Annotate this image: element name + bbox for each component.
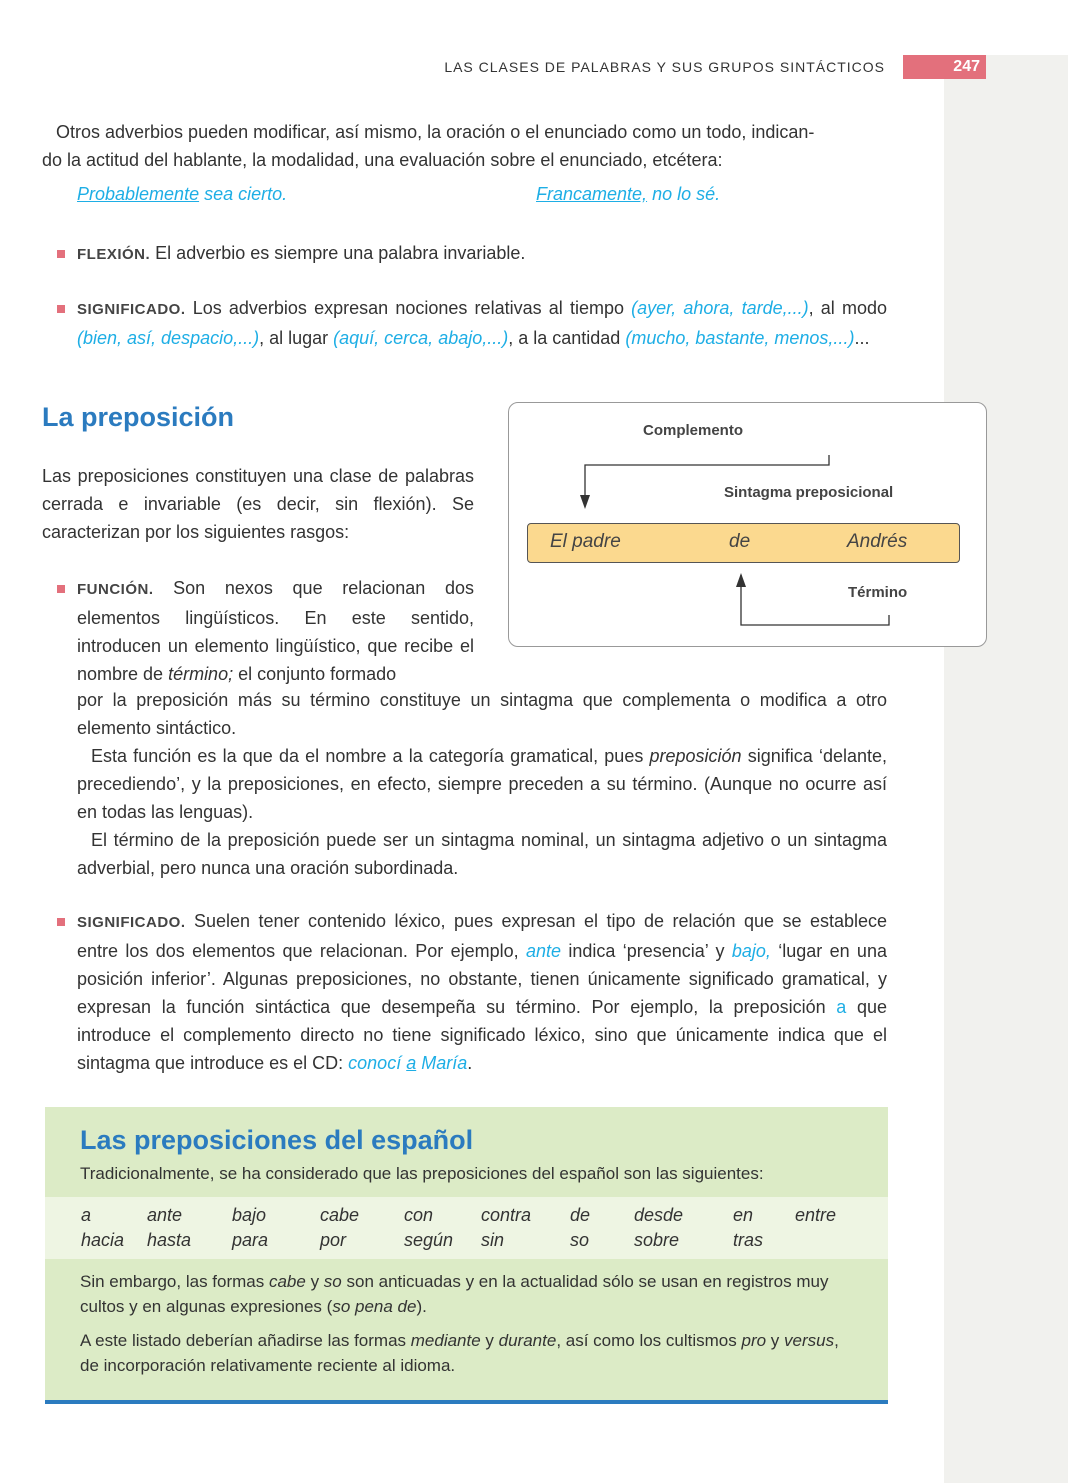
prep-word: ante: [147, 1205, 183, 1225]
flexion-item: FLEXIÓN. El adverbio es siempre una palabra invariable.: [77, 243, 526, 263]
funcion-item: FUNCIÓN. Son nexos que relacionan dos elementos lingüísticos. En este sentido, introducen un elemento lingüístico, que recibe el nombre de término; el conjunto formado: [77, 578, 474, 684]
bullet-square: [57, 305, 65, 313]
prep-word: para: [232, 1230, 269, 1250]
prepositions-list: [45, 1197, 888, 1259]
prep-word: desde: [634, 1205, 684, 1225]
prep-word: so: [570, 1230, 590, 1250]
box-title: Las preposiciones del español: [80, 1125, 474, 1155]
prep-word: tras: [733, 1230, 764, 1250]
prepositions-box: [45, 1107, 888, 1404]
prep-word: entre: [795, 1205, 837, 1225]
prep-word: a: [81, 1205, 92, 1225]
funcion-continuation: por la preposición más su término constituye un sintagma que complementa o modifica a otro elemento sintáctico.: [77, 690, 887, 738]
prep-word: de: [570, 1205, 591, 1225]
example-2-word: Francamente,: [536, 184, 648, 204]
section-title: La preposición: [42, 402, 235, 432]
flexion-keyword: FLEXIÓN.: [77, 246, 151, 263]
syntax-diagram: [508, 402, 987, 647]
page-number: 247: [903, 55, 986, 79]
prep-word: por: [320, 1230, 347, 1250]
box-intro: Tradicionalmente, se ha considerado que las preposiciones del español son las siguientes:: [80, 1164, 764, 1183]
example-1: Probablemente sea cierto.: [77, 184, 288, 204]
prep-word: sobre: [634, 1230, 680, 1250]
bullet-square: [57, 585, 65, 593]
word-andres: Andrés: [847, 531, 908, 552]
side-strip: [944, 55, 1068, 1483]
example-2: Francamente, no lo sé.: [536, 184, 721, 204]
prep-word: sin: [481, 1230, 505, 1250]
sintagma-label: Sintagma preposicional: [724, 484, 894, 501]
prep-word: contra: [481, 1205, 532, 1225]
box-note-1: Sin embargo, las formas cabe y so son anticuadas y en la actualidad sólo se usan en registros muy cultos y en algunas expresiones (so pena de).: [80, 1272, 829, 1316]
prep-intro: Las preposiciones constituyen una clase de palabras cerrada e invariable (es decir, sin flexión). Se caracterizan por los siguientes rasgos:: [42, 466, 474, 542]
significado-keyword: SIGNIFICADO.: [77, 914, 186, 931]
prep-word: según: [404, 1230, 454, 1250]
complemento-label: Complemento: [643, 422, 744, 439]
prep-word: hacia: [81, 1230, 125, 1250]
prep-word: bajo: [232, 1205, 267, 1225]
prep-significado-item: SIGNIFICADO. Suelen tener contenido léxico, pues expresan el tipo de relación que se establece entre los dos elementos que relacionan. Por ejemplo, ante indica ‘presencia’ y bajo, ‘lugar en una posición inferior’. Algunas preposiciones, no obstante, tienen únicamente significado gramatical, y expresan la función sintáctica que desempeña su término. Por ejemplo, la preposición a que introduce el complemento directo no tiene significado léxico, sino que únicamente indica que el sintagma que introduce es el CD: conocí a María.: [77, 911, 887, 1073]
prep-word: en: [733, 1205, 754, 1225]
prep-paragraph-2: Esta función es la que da el nombre a la categoría gramatical, pues preposición significa ‘delante, precediendo’, y la preposiciones, en efecto, siempre preceden a su término. (Aunque no ocurre así en todas las lenguas).: [77, 746, 887, 822]
adverb-intro: Otros adverbios pueden modificar, así mismo, la oración o el enunciado como un todo, indican- do la actitud del hablante, la modalidad, una evaluación sobre el enunciado, etcétera:: [42, 122, 815, 170]
word-de: de: [729, 531, 751, 552]
prep-word: con: [404, 1205, 434, 1225]
significado-keyword: SIGNIFICADO.: [77, 301, 186, 318]
prep-paragraph-3: El término de la preposición puede ser un sintagma nominal, un sintagma adjetivo o un sintagma adverbial, pero nunca una oración subordinada.: [77, 830, 887, 878]
word-el-padre: El padre: [550, 531, 621, 552]
bullet-square: [57, 918, 65, 926]
example-bar: [527, 523, 960, 563]
funcion-keyword: FUNCIÓN.: [77, 581, 154, 598]
prep-word: hasta: [147, 1230, 192, 1250]
box-note-2: A este listado deberían añadirse las formas mediante y durante, así como los cultismos pro y versus, de incorporación relativamente reciente al idioma.: [80, 1331, 839, 1375]
running-header: LAS CLASES DE PALABRAS Y SUS GRUPOS SINTÁCTICOS: [444, 59, 885, 75]
prep-word: cabe: [320, 1205, 360, 1225]
example-1-word: Probablemente: [77, 184, 200, 204]
termino-label: Término: [848, 584, 908, 601]
bullet-square: [57, 250, 65, 258]
adverb-significado-item: SIGNIFICADO. Los adverbios expresan nociones relativas al tiempo (ayer, ahora, tarde,...), al modo (bien, así, despacio,...), al lugar (aquí, cerca, abajo,...), a la cantidad (mucho, bastante, menos,...)...: [77, 298, 887, 348]
